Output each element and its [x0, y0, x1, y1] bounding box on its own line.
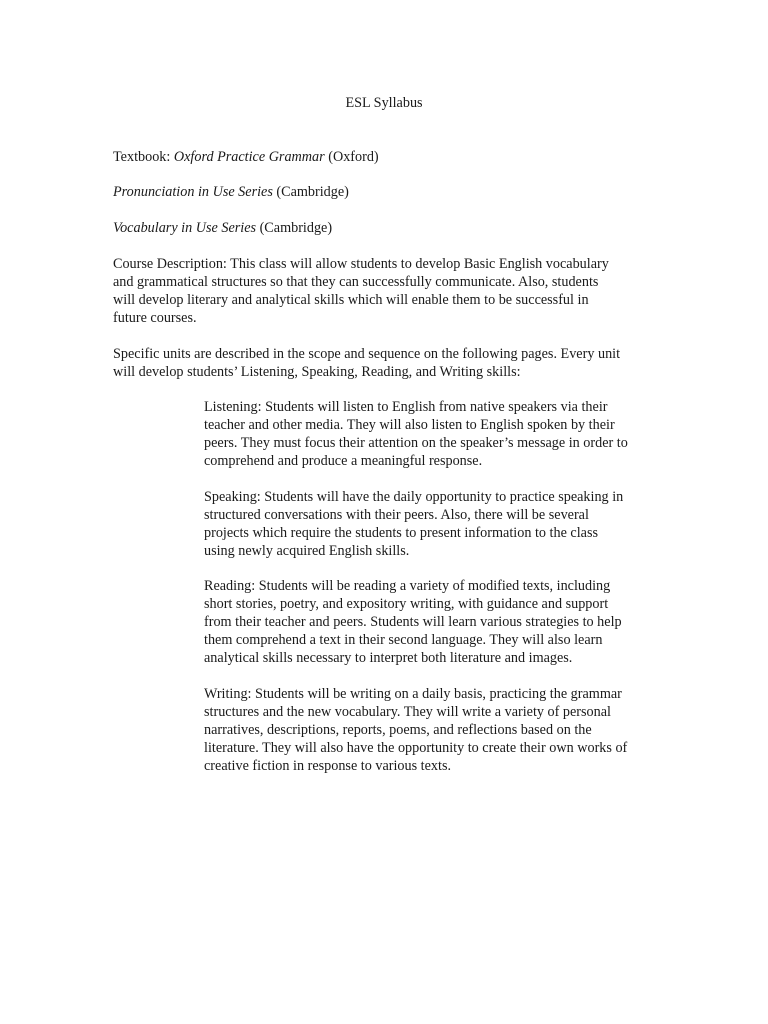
writing-line: Writing: Students will be writing on a daily basis, practicing the grammar [204, 686, 622, 702]
reading-line: Reading: Students will be reading a variety of modified texts, including [204, 578, 611, 594]
textbook-line-vocabulary [113, 219, 658, 237]
writing-line: structures and the new vocabulary. They will write a variety of personal [204, 704, 611, 720]
speaking-paragraph [204, 488, 658, 560]
units-intro-paragraph [113, 345, 658, 381]
course-description-line: and grammatical structures so that they can successfully communicate. Also, students [113, 274, 599, 290]
speaking-line: using newly acquired English skills. [204, 543, 410, 559]
textbook-publisher: (Cambridge) [256, 220, 333, 236]
textbook-publisher: (Oxford) [324, 149, 379, 165]
listening-line: comprehend and produce a meaningful response. [204, 453, 483, 469]
course-description-line: future courses. [113, 310, 197, 326]
reading-line: from their teacher and peers. Students will learn various strategies to help [204, 614, 622, 630]
writing-line: narratives, descriptions, reports, poems, and reflections based on the [204, 722, 592, 738]
listening-line: peers. They must focus their attention on the speaker’s message in order to [204, 435, 628, 451]
writing-line: literature. They will also have the opportunity to create their own works of [204, 740, 628, 756]
page-title: ESL Syllabus [345, 95, 423, 111]
reading-line: analytical skills necessary to interpret both literature and images. [204, 650, 573, 666]
units-intro-line: Specific units are described in the scope and sequence on the following pages. Every unit [113, 346, 621, 362]
writing-line: creative fiction in response to various texts. [204, 758, 452, 774]
writing-paragraph [204, 685, 658, 775]
textbook-title: Vocabulary in Use Series [113, 220, 257, 236]
textbook-prefix: Textbook: [113, 149, 174, 165]
textbook-publisher: (Cambridge) [272, 184, 349, 200]
course-description-line: Course Description: This class will allow students to develop Basic English vocabulary [113, 256, 609, 272]
textbook-title: Oxford Practice Grammar [173, 149, 325, 165]
speaking-line: Speaking: Students will have the daily opportunity to practice speaking in [204, 489, 624, 505]
listening-line: Listening: Students will listen to English from native speakers via their [204, 399, 608, 415]
listening-paragraph [204, 398, 658, 470]
speaking-line: projects which require the students to present information to the class [204, 525, 598, 541]
reading-line: them comprehend a text in their second language. They will also learn [204, 632, 603, 648]
textbook-title: Pronunciation in Use Series [113, 184, 273, 200]
reading-paragraph [204, 577, 658, 667]
textbook-line-pronunciation [113, 183, 658, 201]
speaking-line: structured conversations with their peers. Also, there will be several [204, 507, 589, 523]
reading-line: short stories, poetry, and expository writing, with guidance and support [204, 596, 609, 612]
course-description-paragraph [113, 255, 658, 327]
listening-line: teacher and other media. They will also listen to English spoken by their [204, 417, 615, 433]
units-intro-line: will develop students’ Listening, Speaking, Reading, and Writing skills: [113, 364, 521, 380]
textbook-line-oxford [113, 148, 658, 166]
course-description-line: will develop literary and analytical skills which will enable them to be successful in [113, 292, 589, 308]
